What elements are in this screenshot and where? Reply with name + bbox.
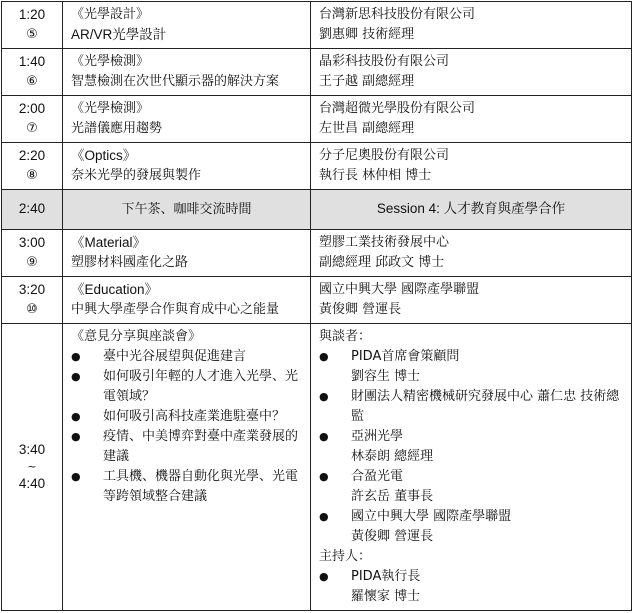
time-text: 2:20 — [18, 148, 46, 163]
list-item — [319, 567, 623, 607]
topic-label: 《光學檢測》 — [71, 101, 150, 116]
panelist-org: ● 合盈光電 — [351, 469, 404, 484]
agenda-table — [1, 1, 632, 611]
host-name: 羅懷家 博士 — [351, 589, 421, 604]
speaker-name: 副總經理 邱政文 博士 — [319, 255, 445, 270]
topic-label: 《Optics》 — [71, 148, 137, 163]
list-item: ● 工具機、機器自動化與光學、光電等跨領域整合建議 — [71, 467, 302, 507]
speaker-org: 國立中興大學 國際產學聯盟 — [319, 282, 480, 297]
time-cell — [2, 96, 63, 143]
session-title: Session 4: 人才教育與產學合作 — [376, 201, 566, 216]
list-item: ● 如何吸引年輕的人才進入光學、光電領域？ — [71, 367, 302, 407]
session-number: ⑤ — [26, 27, 38, 42]
list-item — [319, 467, 623, 507]
agenda-row — [2, 2, 632, 49]
panel-title: 《意見分享與座談會》 — [71, 329, 202, 344]
session-number: ⑨ — [26, 255, 38, 270]
time-range-tilde: ~ — [27, 460, 37, 473]
talk-title: AR/VR光學設計 — [71, 27, 167, 42]
time-text: 1:20 — [18, 7, 46, 22]
talk-title: 塑膠材料國產化之路 — [71, 255, 189, 270]
panelist-name: 劉容生 博士 — [351, 369, 421, 384]
session-number: ⑦ — [26, 121, 38, 136]
list-item — [319, 507, 623, 547]
agenda-row — [2, 49, 632, 96]
speaker-name: 執行長 林仲相 博士 — [319, 168, 432, 183]
topic-cell — [63, 49, 311, 96]
topic-label: 《Education》 — [71, 282, 159, 297]
session-title-cell — [311, 190, 632, 230]
time-cell — [2, 277, 63, 324]
speaker-org: 台灣超微光學股份有限公司 — [319, 101, 476, 116]
topic-cell — [63, 2, 311, 49]
speaker-org: 塑膠工業技術發展中心 — [319, 235, 450, 250]
time-text: 2:00 — [18, 101, 46, 116]
agenda-row — [2, 230, 632, 277]
topic-cell — [63, 230, 311, 277]
time-text: 1:40 — [18, 54, 46, 69]
talk-title: 中興大學產學合作與育成中心之能量 — [71, 302, 280, 317]
topic-cell — [63, 96, 311, 143]
time-text: 3:00 — [18, 235, 46, 250]
session-number: ⑩ — [26, 302, 38, 317]
speaker-name: 王子越 副總經理 — [319, 74, 415, 89]
speaker-name: 劉惠卿 技術經理 — [319, 27, 415, 42]
panelist-org: ● 亞洲光學 — [351, 429, 404, 444]
time-start: 3:40 — [18, 442, 46, 457]
panel-row — [2, 324, 632, 611]
panelist-name: 林泰朗 總經理 — [351, 449, 434, 464]
time-cell — [2, 324, 63, 611]
panelists-list — [319, 347, 623, 547]
talk-title: 智慧檢測在次世代顯示器的解決方案 — [71, 74, 280, 89]
host-org: ● PIDA執行長 — [351, 569, 421, 584]
time-cell — [2, 230, 63, 277]
host-label: 主持人： — [319, 549, 372, 564]
topic-label: 《光學檢測》 — [71, 54, 150, 69]
panelists-cell — [311, 324, 632, 611]
panelist-org: ● 國立中興大學 國際產學聯盟 — [351, 509, 512, 524]
agenda-row — [2, 143, 632, 190]
speaker-cell — [311, 230, 632, 277]
panelist-name: 許玄岳 董事長 — [351, 489, 434, 504]
talk-title: 奈米光學的發展與製作 — [71, 168, 202, 183]
session-number: ⑧ — [26, 168, 38, 183]
speaker-cell — [311, 96, 632, 143]
agenda-row — [2, 96, 632, 143]
break-activity — [63, 190, 311, 230]
time-cell — [2, 190, 63, 230]
topic-label: 《Material》 — [71, 235, 147, 250]
panel-topics-cell — [63, 324, 311, 611]
time-cell — [2, 49, 63, 96]
speaker-org: 台灣新思科技股份有限公司 — [319, 7, 476, 22]
list-item: ● 疫情、中美博弈對臺中產業發展的建議 — [71, 427, 302, 467]
list-item: ● 臺中光谷展望與促進建言 — [71, 347, 302, 367]
list-item: ● 如何吸引高科技產業進駐臺中？ — [71, 407, 302, 427]
speaker-name: 黃俊卿 營運長 — [319, 302, 402, 317]
list-item — [319, 347, 623, 387]
session-number: ⑥ — [26, 74, 38, 89]
panel-topics-list — [71, 347, 302, 507]
panelist-org: ● 財團法人精密機械研究發展中心 蕭仁忠 技術總監 — [351, 389, 620, 424]
hosts-list — [319, 567, 623, 607]
panelist-org: ● PIDA首席會策顧問 — [351, 349, 460, 364]
panelists-label: 與談者： — [319, 329, 372, 344]
topic-label: 《光學設計》 — [71, 7, 150, 22]
agenda-row — [2, 277, 632, 324]
break-label: 下午茶、咖啡交流時間 — [121, 201, 252, 217]
list-item — [319, 387, 623, 427]
break-row — [2, 190, 632, 230]
time-end: 4:40 — [18, 476, 46, 491]
panelist-name: 黃俊卿 營運長 — [351, 529, 434, 544]
speaker-org: 晶彩科技股份有限公司 — [319, 54, 450, 69]
time-text: 3:20 — [18, 282, 46, 297]
time-text: 2:40 — [18, 201, 46, 216]
topic-cell — [63, 143, 311, 190]
speaker-cell — [311, 277, 632, 324]
talk-title: 光譜儀應用趨勢 — [71, 121, 163, 136]
time-cell — [2, 2, 63, 49]
time-cell — [2, 143, 63, 190]
list-item — [319, 427, 623, 467]
speaker-cell — [311, 49, 632, 96]
speaker-org: 分子尼奧股份有限公司 — [319, 148, 450, 163]
speaker-name: 左世昌 副總經理 — [319, 121, 415, 136]
topic-cell — [63, 277, 311, 324]
speaker-cell — [311, 143, 632, 190]
speaker-cell — [311, 2, 632, 49]
